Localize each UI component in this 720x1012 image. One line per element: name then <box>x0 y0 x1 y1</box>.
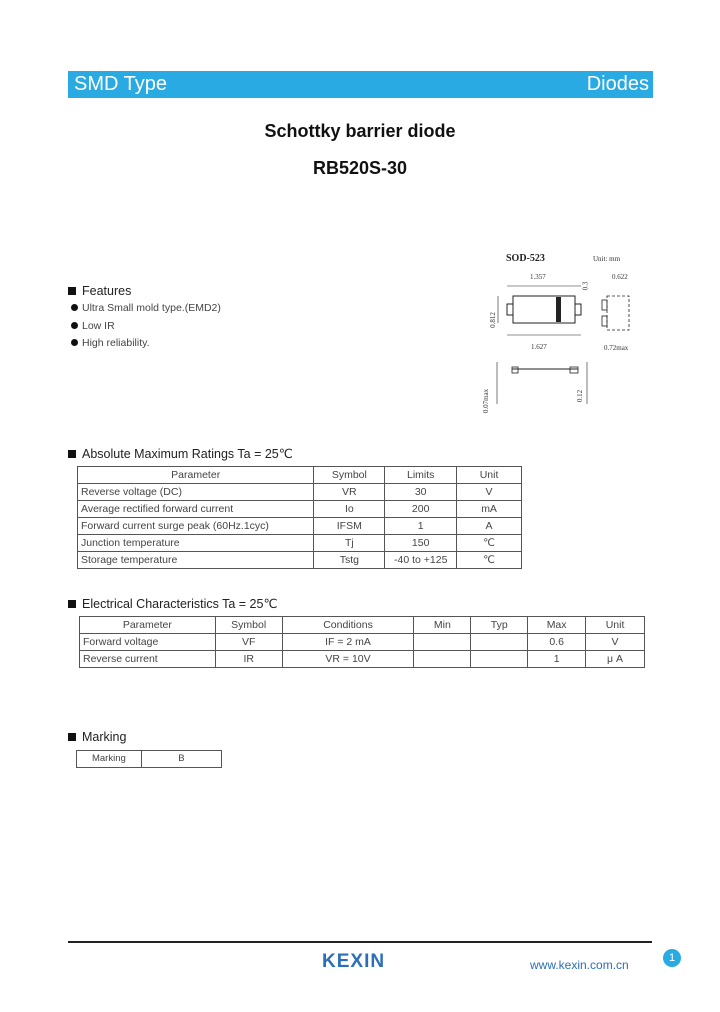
dim-label-side-width: 0.622 <box>612 273 628 281</box>
cell-unit: V <box>457 484 522 501</box>
package-unit: Unit: mm <box>593 255 621 263</box>
section-bullet-icon <box>68 600 76 608</box>
features-heading: Features <box>68 284 131 298</box>
col-header: Min <box>414 617 471 634</box>
section-bullet-icon <box>68 287 76 295</box>
feature-item: Low IR <box>71 320 115 332</box>
cell-parameter: Forward current surge peak (60Hz.1cyc) <box>78 518 314 535</box>
cell-parameter: Junction temperature <box>78 535 314 552</box>
electrical-table <box>79 616 645 668</box>
section-bullet-icon <box>68 733 76 741</box>
pkg-end-lead-right <box>570 367 578 373</box>
col-header: Symbol <box>314 467 385 484</box>
cell-symbol: VF <box>215 634 282 651</box>
marking-value: B <box>141 751 221 768</box>
table-row <box>80 634 645 651</box>
cell-parameter: Average rectified forward current <box>78 501 314 518</box>
cell-unit: V <box>586 634 645 651</box>
feature-item: Ultra Small mold type.(EMD2) <box>71 302 221 314</box>
col-header: Unit <box>586 617 645 634</box>
cell-limits: -40 to +125 <box>385 552 457 569</box>
col-header: Typ <box>471 617 528 634</box>
doc-type: Diodes <box>586 73 649 95</box>
table-header-row <box>78 467 522 484</box>
page-number: 1 <box>663 949 681 967</box>
header-banner <box>68 71 653 98</box>
section-bullet-icon <box>68 450 76 458</box>
col-header: Parameter <box>78 467 314 484</box>
cell-conditions: IF = 2 mA <box>282 634 414 651</box>
dim-label-height: 0.812 <box>488 312 497 328</box>
pkg-side-lead-top <box>602 300 607 310</box>
bullet-icon <box>71 304 78 311</box>
abs-max-table <box>77 466 522 569</box>
footer-divider <box>68 941 652 943</box>
cell-symbol: IFSM <box>314 518 385 535</box>
cell-parameter: Storage temperature <box>78 552 314 569</box>
cell-min <box>414 634 471 651</box>
col-header: Limits <box>385 467 457 484</box>
cell-unit: ℃ <box>457 535 522 552</box>
pkg-top-lead-left <box>507 304 513 315</box>
pkg-top-lead-right <box>575 304 581 315</box>
bullet-icon <box>71 322 78 329</box>
table-header-row <box>80 617 645 634</box>
cell-parameter: Reverse voltage (DC) <box>78 484 314 501</box>
cell-limits: 200 <box>385 501 457 518</box>
kexin-logo: KEXIN <box>322 951 386 972</box>
cell-symbol: VR <box>314 484 385 501</box>
cell-typ <box>471 651 528 668</box>
pkg-top-cathode-band <box>556 297 561 322</box>
doc-category: SMD Type <box>74 73 167 95</box>
abs-max-heading: Absolute Maximum Ratings Ta = 25℃ <box>68 446 293 461</box>
dim-label-lead: 0.3 <box>581 281 590 291</box>
cell-unit: μ A <box>586 651 645 668</box>
cell-limits: 1 <box>385 518 457 535</box>
cell-unit: mA <box>457 501 522 518</box>
bullet-icon <box>71 339 78 346</box>
package-drawing <box>480 262 640 422</box>
electrical-heading: Electrical Characteristics Ta = 25℃ <box>68 596 277 611</box>
dim-label-bottom: 1.627 <box>531 343 547 351</box>
cell-symbol: Io <box>314 501 385 518</box>
cell-unit: ℃ <box>457 552 522 569</box>
cell-unit: A <box>457 518 522 535</box>
table-row <box>78 535 522 552</box>
table-row <box>77 751 222 768</box>
package-name: SOD-523 <box>506 253 545 264</box>
pkg-side-lead-bottom <box>602 316 607 326</box>
cell-min <box>414 651 471 668</box>
dim-label-top: 1.357 <box>530 273 546 281</box>
part-number: RB520S-30 <box>312 158 408 178</box>
col-header: Parameter <box>80 617 216 634</box>
marking-table <box>76 750 222 768</box>
pkg-end-lead-left <box>512 367 518 373</box>
cell-max: 0.6 <box>528 634 586 651</box>
pkg-top-body <box>513 296 575 323</box>
table-row <box>78 552 522 569</box>
cell-limits: 30 <box>385 484 457 501</box>
cell-limits: 150 <box>385 535 457 552</box>
cell-typ <box>471 634 528 651</box>
cell-symbol: IR <box>215 651 282 668</box>
dim-label-side-max: 0.72max <box>604 344 629 352</box>
pkg-side-body <box>607 296 629 330</box>
cell-parameter: Forward voltage <box>80 634 216 651</box>
company-url[interactable]: www.kexin.com.cn <box>530 958 629 972</box>
cell-max: 1 <box>528 651 586 668</box>
col-header: Unit <box>457 467 522 484</box>
table-row <box>80 651 645 668</box>
table-row <box>78 518 522 535</box>
marking-heading: Marking <box>68 730 126 744</box>
cell-symbol: Tj <box>314 535 385 552</box>
cell-parameter: Reverse current <box>80 651 216 668</box>
dim-label-lead-thick: 0.12 <box>576 389 585 403</box>
col-header: Symbol <box>215 617 282 634</box>
table-row <box>78 501 522 518</box>
page-title: Schottky barrier diode <box>264 121 456 141</box>
dim-label-thickness: 0.07max <box>482 388 491 414</box>
marking-label: Marking <box>77 751 142 768</box>
cell-conditions: VR = 10V <box>282 651 414 668</box>
feature-item: High reliability. <box>71 337 150 349</box>
table-row <box>78 484 522 501</box>
cell-symbol: Tstg <box>314 552 385 569</box>
col-header: Conditions <box>282 617 414 634</box>
col-header: Max <box>528 617 586 634</box>
